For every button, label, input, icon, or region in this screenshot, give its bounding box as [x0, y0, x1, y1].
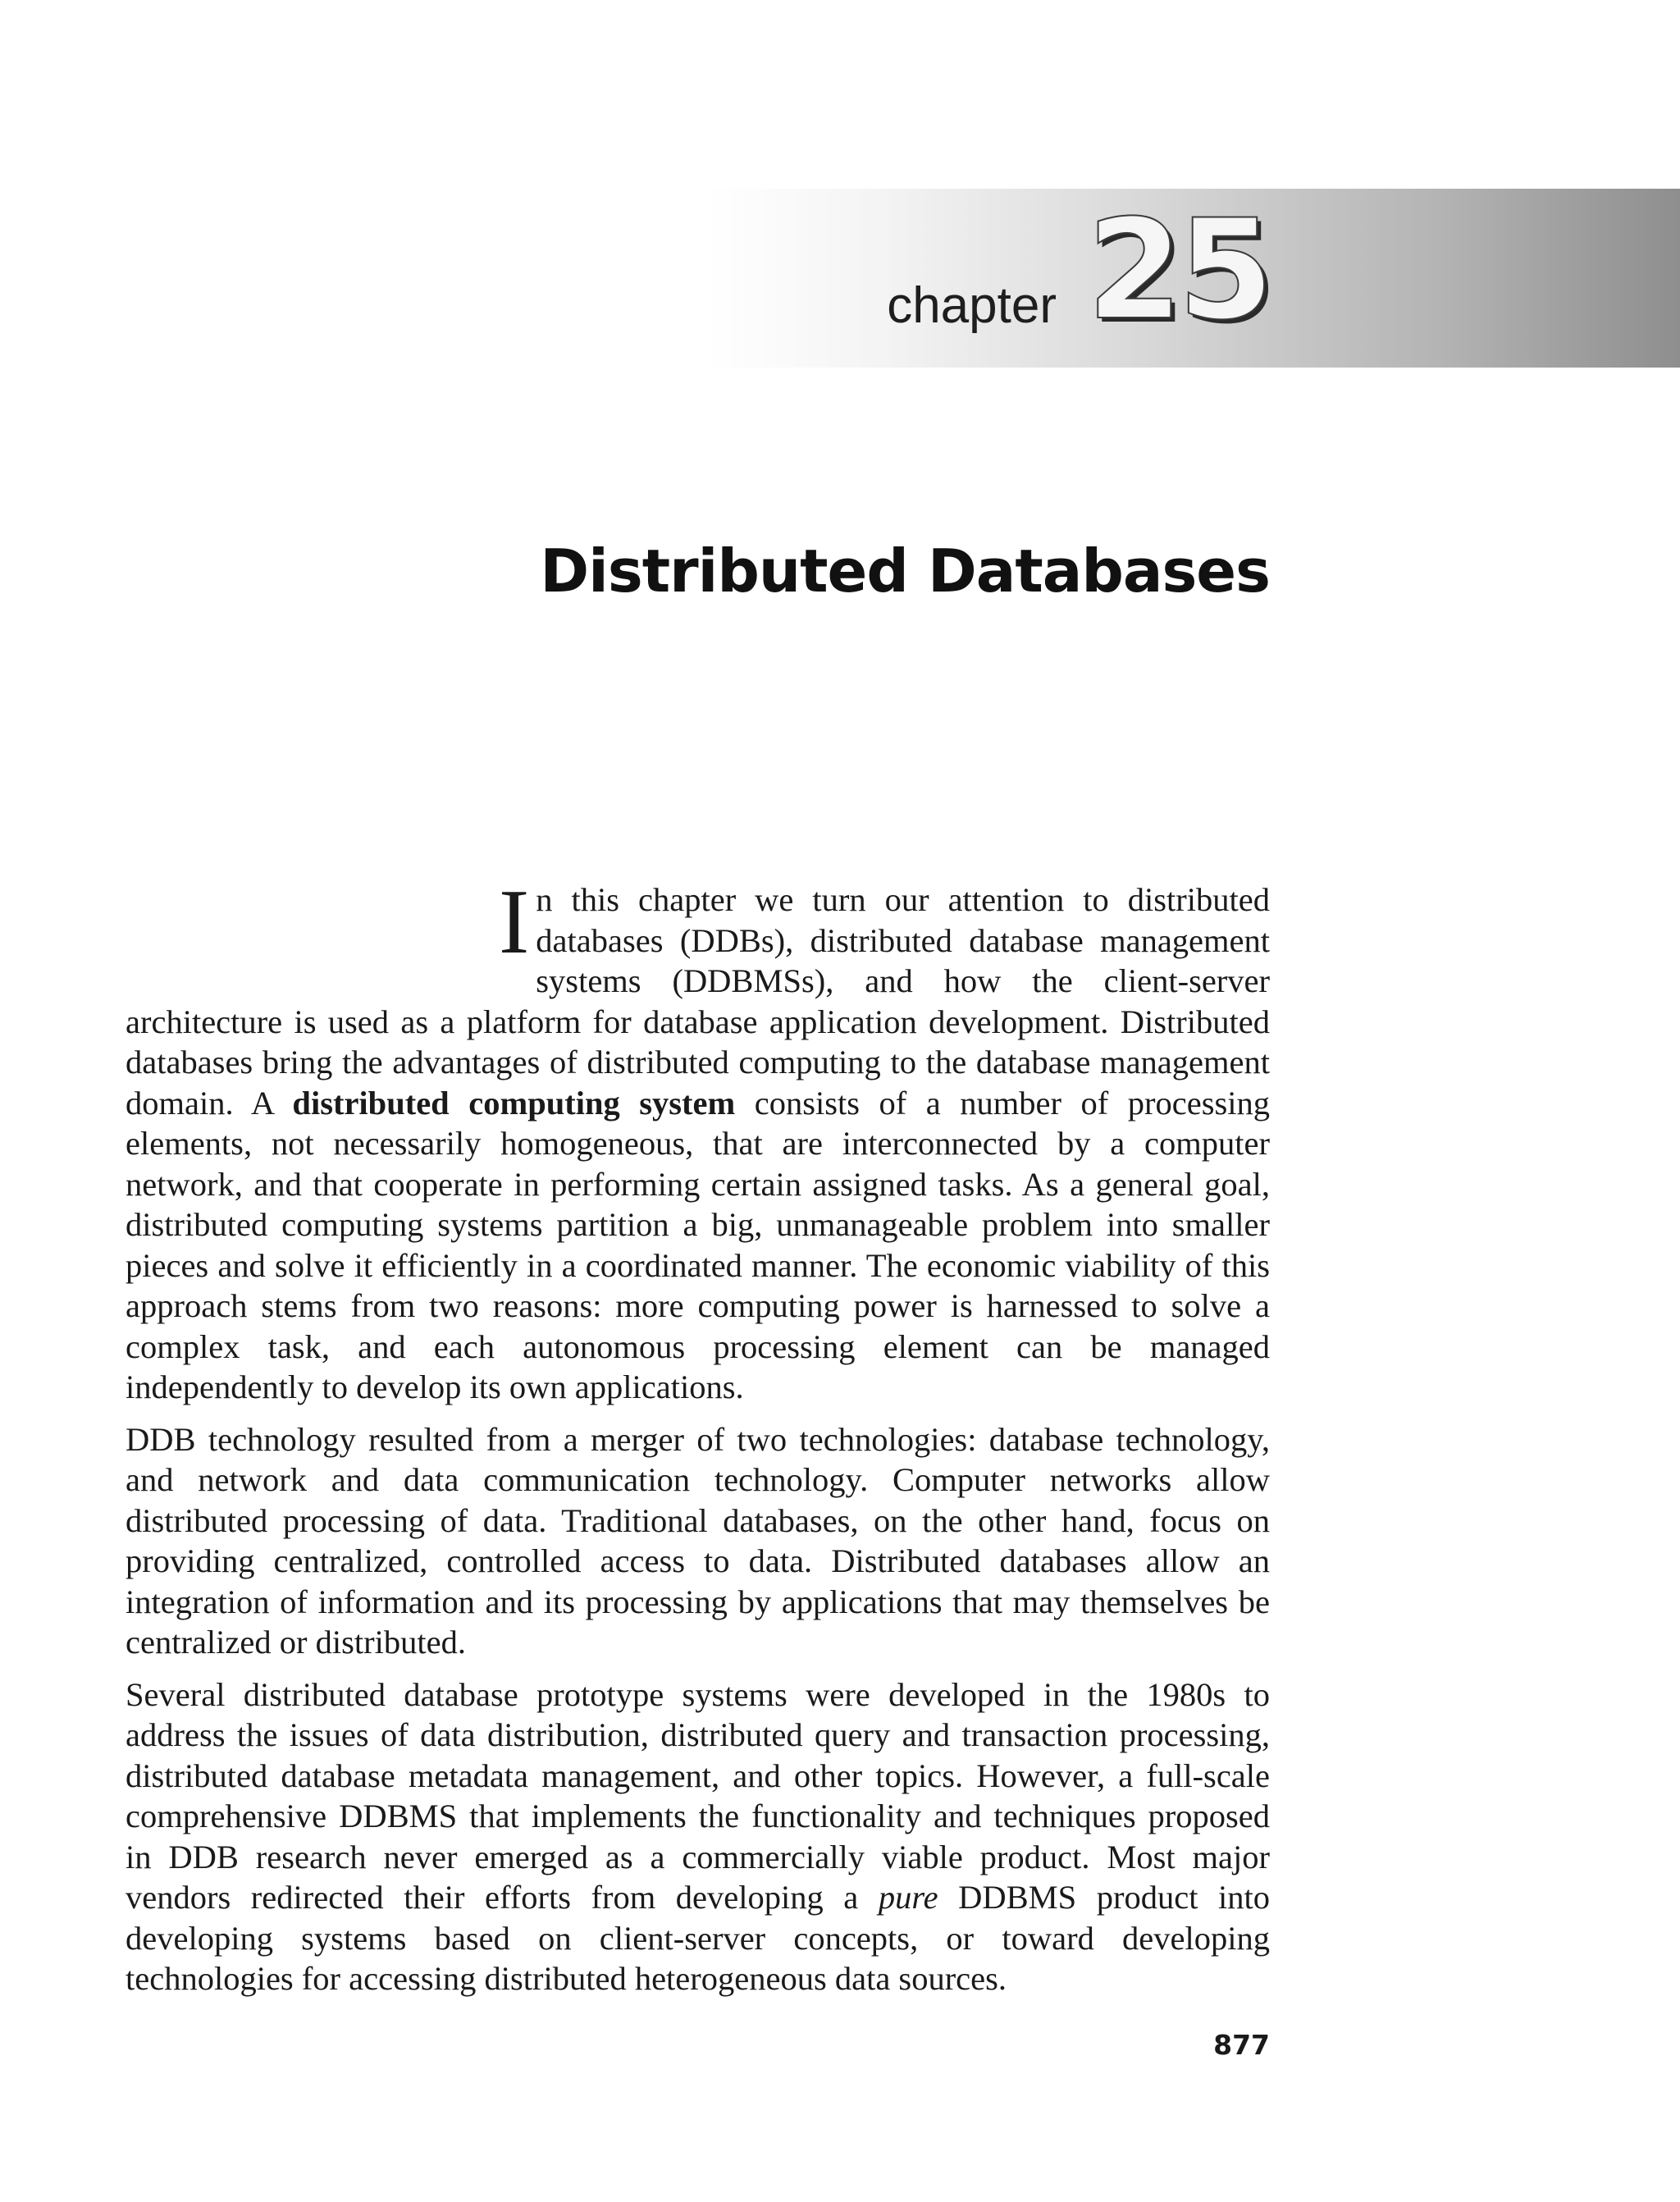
- chapter-title: Distributed Databases: [540, 537, 1270, 606]
- chapter-number: 25: [1087, 190, 1269, 350]
- intro-text-part-1: n this chapter we turn our attention to distributed databases (DDBs), distributed database management systems (DDBMSs), and how the client-server architecture is used as a platform for database application development. Distributed databases bring the advantages of distributed computing to the database management domain. A: [126, 881, 1270, 1122]
- intro-paragraph: [126, 871, 1270, 1408]
- intro-text-part-2: consists of a number of processing elements, not necessarily homogeneous, that are interconnected by a computer network, and that cooperate in performing certain assigned tasks. As a general goal, distributed computing systems partition a big, unmanageable problem into smaller pieces and solve it efficiently in a coordinated manner. The economic viability of this approach stems from two reasons: more computing power is harnessed to solve a complex task, and each autonomous processing element can be managed independently to develop its own applications.: [126, 1084, 1270, 1405]
- prototype-text-part-2: DDBMS product into developing systems based on client-server concepts, or toward developing technologies for accessing distributed heterogeneous data sources.: [126, 1879, 1271, 1997]
- bold-term: distributed computing system: [292, 1084, 736, 1122]
- drop-cap: I: [499, 871, 530, 973]
- paragraph-ddb-technology: DDB technology resulted from a merger of two technologies: database technology, and network and data communication technology. Computer networks allow distributed processing of data. Traditional databases, on the other hand, focus on providing centralized, controlled access to data. Distributed databases allow an integration of information and its processing by applications that may themselves be centralized or distributed.: [126, 1420, 1270, 1661]
- italic-word: pure: [878, 1879, 938, 1916]
- paragraph-prototype-systems: [126, 1674, 1270, 1999]
- chapter-label: chapter: [887, 277, 1057, 334]
- page-number: 877: [1213, 2029, 1270, 2061]
- chapter-body: [126, 871, 1271, 2011]
- prototype-text-part-1: Several distributed database prototype systems were developed in the 1980s to address the issues of data distribution, distributed query and transaction processing, distributed database metadata management, and other topics. However, a full-scale comprehensive DDBMS that implements the functionality and techniques proposed in DDB research never emerged as a commercially viable product. Most major vendors redirected their efforts from developing a: [126, 1675, 1270, 1916]
